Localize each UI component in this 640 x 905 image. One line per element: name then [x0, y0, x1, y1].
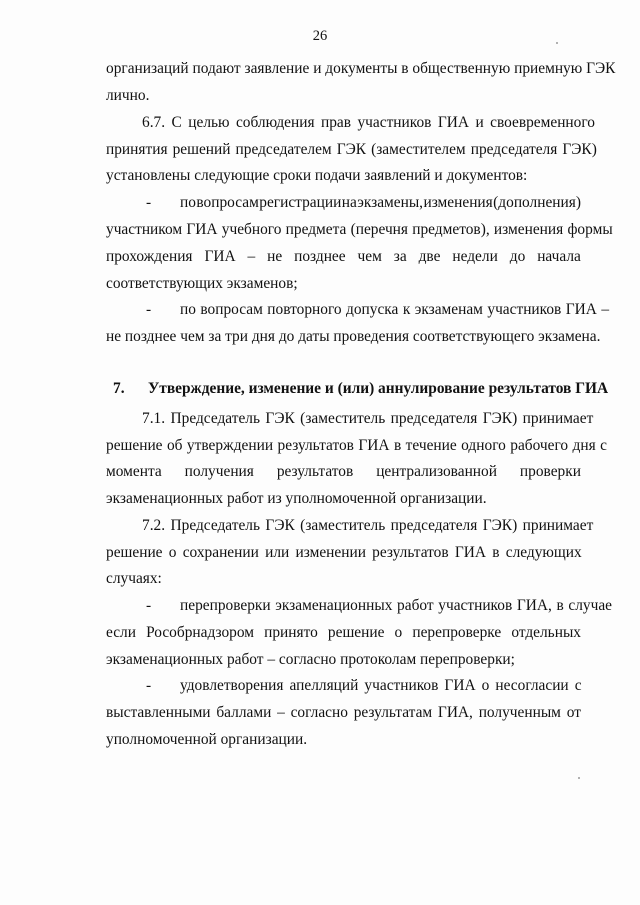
word: принято [264, 624, 318, 641]
word: не [267, 248, 283, 265]
text-line: экзаменационных работ – согласно протоколам перепроверки; [106, 651, 515, 668]
bullet-4-line-2 [106, 704, 581, 722]
word: две [418, 248, 441, 265]
word: результатов [276, 463, 354, 480]
word: баллами [216, 704, 272, 721]
word: Рособрнадзором [146, 624, 254, 641]
word: экзамены, [357, 194, 424, 211]
word: если [106, 624, 136, 641]
text-line: перепроверки экзаменационных работ участников ГИА, в случае [180, 597, 613, 614]
text-line: решение об утверждении результатов ГИА в течение одного рабочего дня с [106, 437, 607, 454]
paragraph-7-1-line-3 [106, 463, 581, 481]
bullet-1-line-1 [180, 194, 581, 212]
word: отдельных [511, 624, 581, 641]
word: до [509, 248, 526, 265]
bullet-dash: - [146, 597, 152, 614]
paragraph-6-7-line-1: 6.7. С целью соблюдения прав участников ГИА и своевременного [142, 114, 595, 131]
word: на [341, 194, 357, 211]
word: вопросам [196, 194, 259, 211]
section-number: 7. [113, 380, 125, 397]
word: изменения [423, 194, 493, 211]
word: позднее [294, 248, 346, 265]
text-line: организаций подают заявление и документы в общественную приемную ГЭК [106, 60, 616, 77]
word: начала [537, 248, 581, 265]
text-line: участником ГИА учебного предмета (перечня предметов), изменения формы [106, 221, 613, 238]
word: централизованной [376, 463, 497, 480]
scan-speck [578, 777, 580, 779]
word: прохождения [106, 248, 193, 265]
text-line: не позднее чем за три дня до даты проведения соответствующего экзамена. [106, 328, 601, 345]
text-line: уполномоченной организации. [106, 731, 308, 748]
bullet-3-line-2 [106, 624, 581, 642]
word: выставленными [106, 704, 211, 721]
text-line: лично. [106, 87, 150, 104]
word: момента [106, 463, 162, 480]
word: – [277, 704, 285, 721]
word: чем [357, 248, 382, 265]
text-line: 7.1. Председатель ГЭК (заместитель председателя ГЭК) принимает [142, 410, 594, 427]
word: согласно [290, 704, 348, 721]
text-line: случаях: [106, 570, 162, 587]
word: (дополнения) [493, 194, 581, 211]
word: за [393, 248, 407, 265]
bullet-dash: - [146, 194, 152, 211]
word: недели [452, 248, 498, 265]
word: о [394, 624, 403, 641]
text-line: принятия решений председателем ГЭК (заместителем председателя ГЭК) [106, 141, 597, 158]
word: от [566, 704, 581, 721]
word: – [247, 248, 256, 265]
word: результатам [353, 704, 433, 721]
text-line: решение о сохранении или изменении результатов ГИА в следующих [106, 544, 582, 561]
text-line: экзаменационных работ из уполномоченной организации. [106, 490, 487, 507]
word: регистрации [259, 194, 342, 211]
bullet-dash: - [146, 301, 152, 318]
section-title: Утверждение, изменение и (или) аннулирование результатов ГИА [148, 380, 609, 397]
text-line: соответствующих экзаменов; [106, 275, 298, 292]
bullet-1-line-3 [106, 248, 581, 266]
word: перепроверке [412, 624, 502, 641]
bullet-dash: - [146, 677, 152, 694]
word: ГИА, [437, 704, 473, 721]
word: полученным [478, 704, 561, 721]
text-line: удовлетворения апелляций участников ГИА о несогласии с [180, 677, 582, 694]
word: решение [327, 624, 385, 641]
word: по [180, 194, 196, 211]
scan-speck [556, 42, 558, 44]
text-line: 7.2. Председатель ГЭК (заместитель председателя ГЭК) принимает [142, 517, 594, 534]
text-line: установлены следующие сроки подачи заявлений и документов: [106, 167, 528, 184]
page-number: 26 [312, 28, 328, 44]
word: получения [184, 463, 254, 480]
paragraph-line [106, 60, 616, 78]
text-line: по вопросам повторного допуска к экзаменам участников ГИА – [180, 301, 610, 318]
word: ГИА [204, 248, 236, 265]
word: проверки [519, 463, 581, 480]
